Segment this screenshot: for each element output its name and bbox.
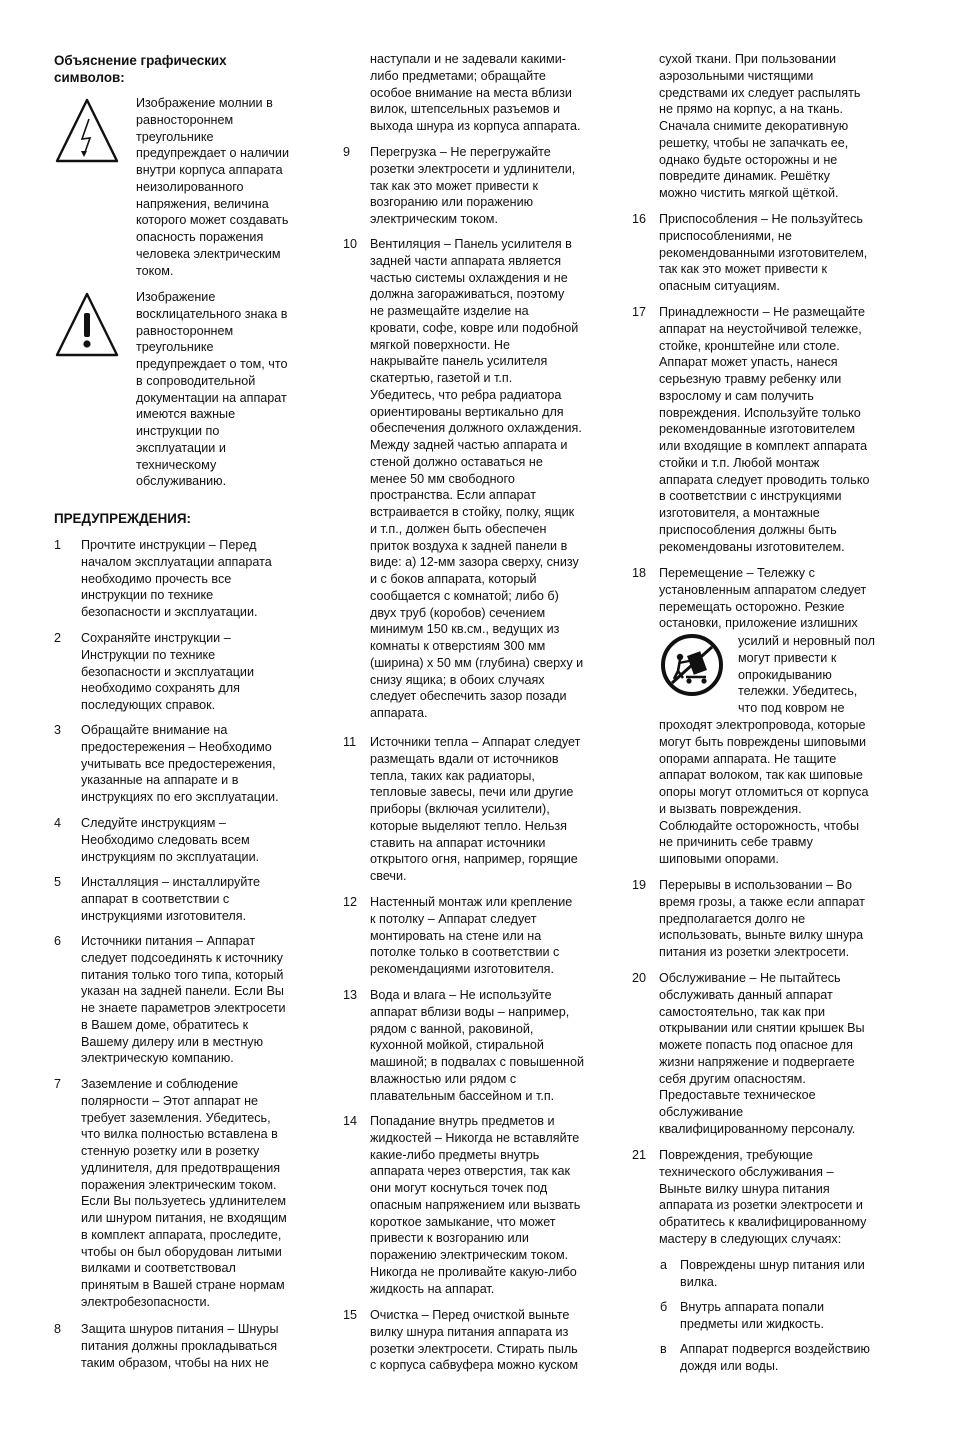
item-text: Очистка – Перед очисткой выньте вилку шнура питания аппарата из розетки электросети. Стирать пыль с корпуса сабвуфера можно куском xyxy=(370,1308,579,1373)
item-number: 2 xyxy=(54,631,62,645)
item-text: Перерывы в использовании – Во время грозы, а также если аппарат предполагается долго не использовать, выньте вилку шнура питания из розетки электросети. xyxy=(659,878,865,959)
item-number: 20 xyxy=(632,971,647,985)
item-number: 13 xyxy=(343,988,358,1002)
item-number: 9 xyxy=(343,145,351,159)
item-number: 15 xyxy=(343,1308,358,1322)
item-text: Инсталляция – инсталлируйте аппарат в соответствии с инструкциями изготовителя. xyxy=(81,875,260,923)
item-number: 11 xyxy=(343,735,357,749)
sub-item-letter: б xyxy=(660,1300,668,1314)
item-number: 12 xyxy=(343,895,358,909)
item-text: Настенный монтаж или крепление к потолку – Аппарат следует монтировать на стене или на потолке только в соответствии с рекомендациями изготовителя. xyxy=(370,895,573,976)
item-text: Перегрузка – Не перегружайте розетки электросети и удлинители, так как это может привести к возгоранию или поражению электрическим током. xyxy=(370,145,576,226)
item-number: 16 xyxy=(632,212,647,226)
item-number: 4 xyxy=(54,816,62,830)
item-number: 19 xyxy=(632,878,647,892)
item-text: Источники тепла – Аппарат следует размещать вдали от источников тепла, таких как радиаторы, тепловые завесы, печи или другие приборы (включая усилители), которые выделяют тепло. Нельзя ставить на аппарат источники открытого огня, например, горящие свечи. xyxy=(370,735,581,883)
item-text: Источники питания – Аппарат следует подсоединять к источнику питания только того типа, который указан на задней панели. Если Вы не знаете параметров электросети в Вашем доме, обратитесь к Вашему дилеру или в местную электрическую компанию. xyxy=(81,934,286,1066)
item-text: сухой ткани. При пользовании аэрозольными чистящими средствами их следует распылять не прямо на корпус, а на ткань. Сначала снимите декоративную решетку, чтобы не запачкать ее, однако будьте осторожны и не повредите динамик. Решётку можно чистить мягкой щёткой. xyxy=(659,52,861,200)
exclamation-triangle-icon xyxy=(54,289,120,359)
symbol-description: Изображение молнии в равностороннем треугольнике предупреждает о наличии внутри корпуса аппарата неизолированного напряжения, величина которого может создавать опасность поражения человека электрическим током. xyxy=(136,96,289,278)
item-number: 14 xyxy=(343,1114,358,1128)
item-number: 1 xyxy=(54,538,62,552)
symbol-description: Изображение восклицательного знака в равностороннем треугольнике предупреждает о том, что в сопроводительной документации на аппарат имеются важные инструкции по эксплуатации и техническому обслуживанию. xyxy=(136,290,288,489)
item-number: 18 xyxy=(632,566,647,580)
item-text: Повреждения, требующие технического обслуживания – Выньте вилку шнура питания аппарата из розетки электросети и обратитесь к квалифицированному мастеру в следующих случаях: xyxy=(659,1148,867,1246)
sub-item-text: Аппарат подвергся воздействию дождя или воды. xyxy=(680,1342,870,1373)
item-text: наступали и не задевали какими- либо предметами; обращайте особое внимание на места вблизи вилок, штепсельных разъемов и выхода шнура из корпуса аппарата. xyxy=(370,52,581,133)
item-text-wrap: усилий и неровный пол могут привести к опрокидыванию тележки. Убедитесь, что под ковром не xyxy=(738,634,876,715)
item-number: 8 xyxy=(54,1322,62,1336)
item-number: 3 xyxy=(54,723,62,737)
item-number: 10 xyxy=(343,237,358,251)
item-text: Попадание внутрь предметов и жидкостей – Никогда не вставляйте какие-либо предметы внутрь аппарата через отверстия, так как они могут коснуться точек под опасным напряжением или вызвать короткое замыкание, что может привести к возгоранию или поражению электрическим током. Никогда не проливайте какую-либо жидкость на аппарат. xyxy=(370,1114,581,1296)
item-number: 6 xyxy=(54,934,62,948)
sub-item-letter: а xyxy=(660,1258,668,1272)
item-text: Перемещение – Тележку с установленным аппаратом следует перемещать осторожно. Резкие остановки, приложение излишних xyxy=(659,566,867,631)
item-text: Вентиляция – Панель усилителя в задней части аппарата является частью системы охлаждения и не должна загораживаться, поэтому не размещайте изделие на кровати, софе, ковре или подобной мягкой поверхности. Не накрывайте панель усилителя скатертью, газетой и т.п. Убедитесь, что ребра радиатора ориентированы вертикально для обеспечения должного охлаждения. Между задней частью аппарата и стеной должно оставаться не менее 50 мм свободного пространства. Если аппарат встраивается в стойку, полку, ящик и т.п., должен быть обеспечен приток воздуха к задней панели в виде: а) 12-мм зазора сверху, снизу и с боков аппарата, который сообщается с комнатой; либо б) двух труб (коробов) сечением минимум 150 кв.см., ведущих из комнаты к отверстиям 300 мм (ширина) х 50 мм (глубина) сверху и снизу ящика; в обоих случаях следует обеспечить зазор позади аппарата. xyxy=(370,237,584,720)
item-number: 7 xyxy=(54,1077,62,1091)
item-text: Обращайте внимание на предостережения – Необходимо учитывать все предостережения, указанные на аппарате и в инструкциях по его эксплуатации. xyxy=(81,723,279,804)
cart-tip-over-icon xyxy=(660,633,724,697)
item-number: 17 xyxy=(632,305,647,319)
item-text: Защита шнуров питания – Шнуры питания должны прокладываться таким образом, чтобы на них не xyxy=(81,1322,279,1370)
item-text: Следуйте инструкциям – Необходимо следовать всем инструкциям по эксплуатации. xyxy=(81,816,260,864)
item-text: Приспособления – Не пользуйтесь приспособлениями, не рекомендованными изготовителем, так как это может привести к опасным ситуациям. xyxy=(659,212,868,293)
item-text: Прочтите инструкции – Перед началом эксплуатации аппарата необходимо прочесть все инструкции по технике безопасности и эксплуатации. xyxy=(81,538,272,619)
item-text: Вода и влага – Не используйте аппарат вблизи воды – например, рядом с ванной, раковиной, кухонной мойкой, стиральной машиной; в подвалах с повышенной влажностью или рядом с плавательным бассейном и т.п. xyxy=(370,988,584,1103)
item-text: Обслуживание – Не пытайтесь обслуживать данный аппарат самостоятельно, так как при открывании или снятии крышек Вы можете попасть под опасное для жизни напряжение и подвергаете себя другим опасностям. Предоставьте техническое обслуживание квалифицированному персоналу. xyxy=(659,971,865,1136)
item-number: 5 xyxy=(54,875,62,889)
sub-item-text: Внутрь аппарата попали предметы или жидкость. xyxy=(680,1300,825,1331)
lightning-triangle-icon xyxy=(54,95,120,165)
symbols-heading: Объяснение графических символов: xyxy=(54,53,227,85)
warnings-heading: ПРЕДУПРЕЖДЕНИЯ: xyxy=(54,511,191,526)
item-text: Сохраняйте инструкции – Инструкции по технике безопасности и эксплуатации необходимо сохранять для последующих справок. xyxy=(81,631,254,712)
item-text: Заземление и соблюдение полярности – Этот аппарат не требует заземления. Убедитесь, что вилка полностью вставлена в стенную розетку или в розетку удлинителя, для предотвращения поражения электрическим током. Если Вы пользуетесь удлинителем или шнуром питания, не входящим в комплект аппарата, проследите, чтобы он был оборудован литыми вилками и соответствовал принятым в Вашей стране нормам электробезопасности. xyxy=(81,1077,287,1309)
item-text: Принадлежности – Не размещайте аппарат на неустойчивой тележке, стойке, кронштейне или столе. Аппарат может упасть, нанеся серьезную травму ребенку или взрослому и сам получить повреждения. Используйте только рекомендованные изготовителем или входящие в комплект аппарата стойки и т.п. Любой монтаж аппарата следует проводить только в соответствии с инструкциями изготовителя, а монтажные приспособления должны быть рекомендованы изготовителем. xyxy=(659,305,870,554)
sub-item-text: Повреждены шнур питания или вилка. xyxy=(680,1258,865,1289)
item-number: 21 xyxy=(632,1148,647,1162)
item-text-continued: проходят электропровода, которые могут быть повреждены шиповыми опорами аппарата. Не тащите аппарат волоком, так как шиповые опоры могут отломиться от корпуса и вызвать повреждения. Соблюдайте осторожность, чтобы не причинить себе травму шиповыми опорами. xyxy=(659,718,869,866)
sub-item-letter: в xyxy=(660,1342,667,1356)
